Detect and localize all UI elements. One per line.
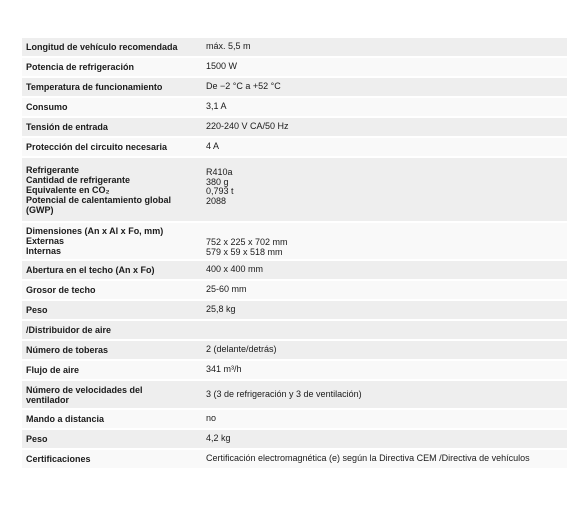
section-title: /Distribuidor de aire [26,325,112,335]
spec-row [22,450,567,468]
spec-row-fan-speeds [22,381,567,408]
spec-row-dimensions [22,223,567,259]
spec-value: 4 A [206,141,220,152]
spec-value: 400 x 400 mm [206,264,264,275]
spec-label [22,226,204,256]
spec-table [22,38,567,470]
spec-row [22,38,567,56]
spec-row [22,118,567,136]
spec-value: 3 (3 de refrigeración y 3 de ventilación) [206,388,362,399]
spec-label-line: Potencial de calentamiento global [26,194,172,205]
spec-label: Temperatura de funcionamiento [26,82,163,92]
spec-label-line: Refrigerante [26,164,80,175]
spec-value: 25-60 mm [206,284,247,295]
spec-row-refrigerant [22,158,567,221]
spec-value-line: 579 x 59 x 518 mm [206,246,283,257]
spec-row [22,341,567,359]
spec-value: De −2 °C a +52 °C [206,81,281,92]
spec-row [22,261,567,279]
spec-value: máx. 5,5 m [206,41,251,52]
spec-value-line: 380 g [206,176,229,187]
spec-value: 3,1 A [206,101,227,112]
spec-row [22,78,567,96]
spec-value: 341 m³/h [206,364,242,375]
spec-label-line: Dimensiones (An x Al x Fo, mm) [26,226,164,236]
spec-value: 2 (delante/detrás) [206,344,277,355]
spec-value-line: 752 x 225 x 702 mm [206,237,288,247]
spec-label-line: Internas [26,246,62,256]
spec-label [22,165,204,215]
spec-label: Certificaciones [26,454,91,464]
spec-value: 220-240 V CA/50 Hz [206,121,289,132]
spec-label-line: Externas [26,236,65,246]
spec-label: Peso [26,434,48,444]
spec-row [22,301,567,319]
spec-label: Flujo de aire [26,365,80,375]
spec-label-line: ventilador [26,394,70,405]
spec-label-line: Equivalente en CO₂ [26,184,110,195]
spec-value: 1500 W [206,61,238,72]
spec-row [22,410,567,428]
spec-label: Mando a distancia [26,414,105,424]
spec-label: Número de toberas [26,345,109,355]
spec-label-line: Número de velocidades del [26,384,143,395]
section-header-distributor [22,321,567,339]
spec-row [22,98,567,116]
spec-label: Consumo [26,102,68,112]
spec-row [22,58,567,76]
spec-value [204,238,567,259]
spec-value: 4,2 kg [206,433,231,444]
spec-label: Potencia de refrigeración [26,62,135,72]
spec-label-line: Cantidad de refrigerante [26,174,131,185]
spec-label [22,385,204,405]
spec-row [22,138,567,156]
spec-value-line: 2088 [206,195,227,206]
spec-value: Certificación electromagnética (e) según la Directiva CEM /Directiva de vehículos [206,453,530,464]
spec-value-line: R410a [206,167,233,177]
spec-row [22,361,567,379]
spec-label: Grosor de techo [26,285,96,295]
spec-label: Longitud de vehículo recomendada [26,42,178,52]
spec-label: Protección del circuito necesaria [26,142,168,152]
spec-value: 25,8 kg [206,304,236,315]
spec-label: Abertura en el techo (An x Fo) [26,265,155,275]
spec-value-line: 0,793 t [206,186,234,196]
spec-label: Peso [26,305,48,315]
spec-label: Tensión de entrada [26,122,108,132]
spec-value [204,158,567,206]
spec-label-line: (GWP) [26,204,54,215]
spec-row [22,281,567,299]
spec-value: no [206,413,217,424]
spec-row [22,430,567,448]
